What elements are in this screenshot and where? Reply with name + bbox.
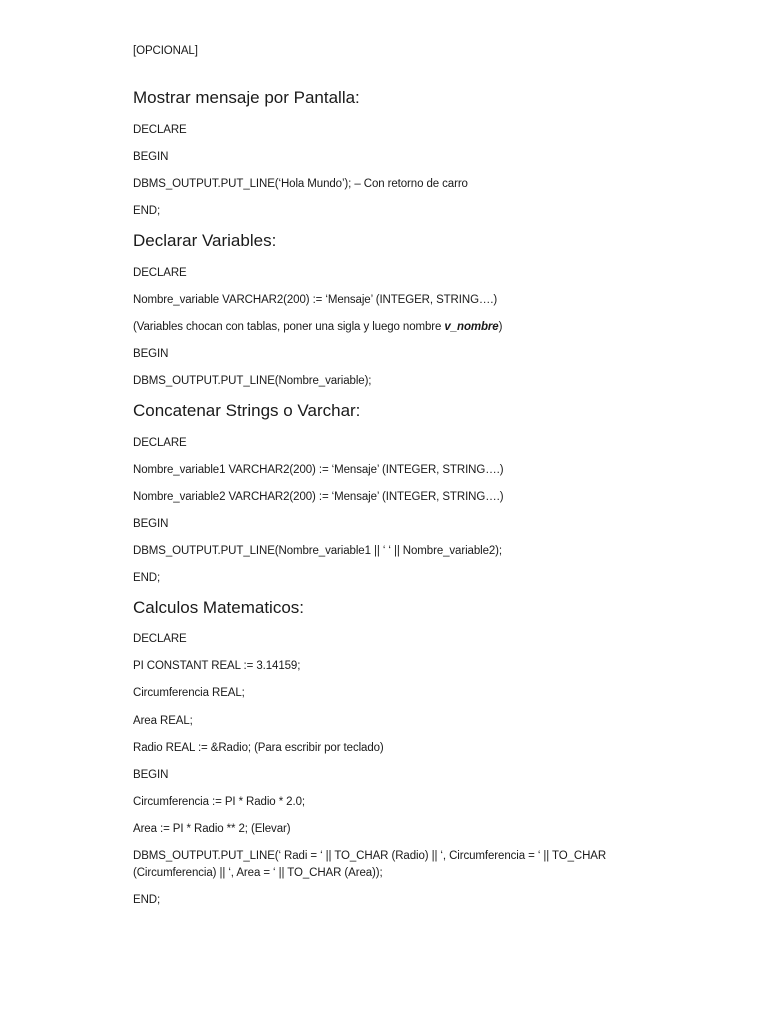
note-text: (Variables chocan con tablas, poner una sigla y luego nombre [133, 321, 445, 333]
code-line: Nombre_variable1 VARCHAR2(200) := ‘Mensaje’ (INTEGER, STRING….) [133, 464, 504, 476]
code-line: BEGIN [133, 769, 169, 781]
code-line: Circumferencia := PI * Radio * 2.0; [133, 796, 305, 808]
note-close: ) [498, 321, 503, 333]
code-line: BEGIN [133, 348, 169, 360]
code-line: DECLARE [133, 437, 187, 449]
code-line: DECLARE [133, 267, 187, 279]
section-heading-declarar-variables: Declarar Variables: [133, 231, 277, 250]
code-line: Area REAL; [133, 715, 193, 727]
code-line: PI CONSTANT REAL := 3.14159; [133, 660, 301, 672]
code-line: END; [133, 894, 161, 906]
optional-tag: [OPCIONAL] [133, 45, 198, 57]
section-heading-calculos: Calculos Matematicos: [133, 598, 305, 617]
section-heading-concatenar: Concatenar Strings o Varchar: [133, 401, 361, 420]
code-line: END; [133, 572, 161, 584]
code-line: Circumferencia REAL; [133, 687, 245, 699]
code-line: DECLARE [133, 124, 187, 136]
code-line: Nombre_variable VARCHAR2(200) := ‘Mensaje’ (INTEGER, STRING….) [133, 294, 498, 306]
code-line: DBMS_OUTPUT.PUT_LINE(‘Hola Mundo’); – Con retorno de carro [133, 178, 468, 190]
code-line: Nombre_variable2 VARCHAR2(200) := ‘Mensaje’ (INTEGER, STRING….) [133, 491, 504, 503]
code-line: END; [133, 205, 161, 217]
code-line: BEGIN [133, 518, 169, 530]
code-line: DBMS_OUTPUT.PUT_LINE(Nombre_variable1 || ‘ ‘ || Nombre_variable2); [133, 545, 502, 557]
code-line: DECLARE [133, 633, 187, 645]
code-line-note [133, 319, 502, 336]
code-line: DBMS_OUTPUT.PUT_LINE(Nombre_variable); [133, 375, 372, 387]
code-line: BEGIN [133, 151, 169, 163]
code-line: Radio REAL := &Radio; (Para escribir por teclado) [133, 742, 384, 754]
emphasis-variable-name: v_nombre [444, 321, 499, 333]
code-line: Area := PI * Radio ** 2; (Elevar) [133, 823, 291, 835]
code-line-output: DBMS_OUTPUT.PUT_LINE(‘ Radi = ‘ || TO_CHAR (Radio) || ‘, Circumferencia = ‘ || TO_CHAR (Circumferencia) || ‘, Area = ‘ || TO_CHAR (Area)); [133, 850, 607, 879]
section-heading-mostrar-mensaje: Mostrar mensaje por Pantalla: [133, 88, 360, 107]
